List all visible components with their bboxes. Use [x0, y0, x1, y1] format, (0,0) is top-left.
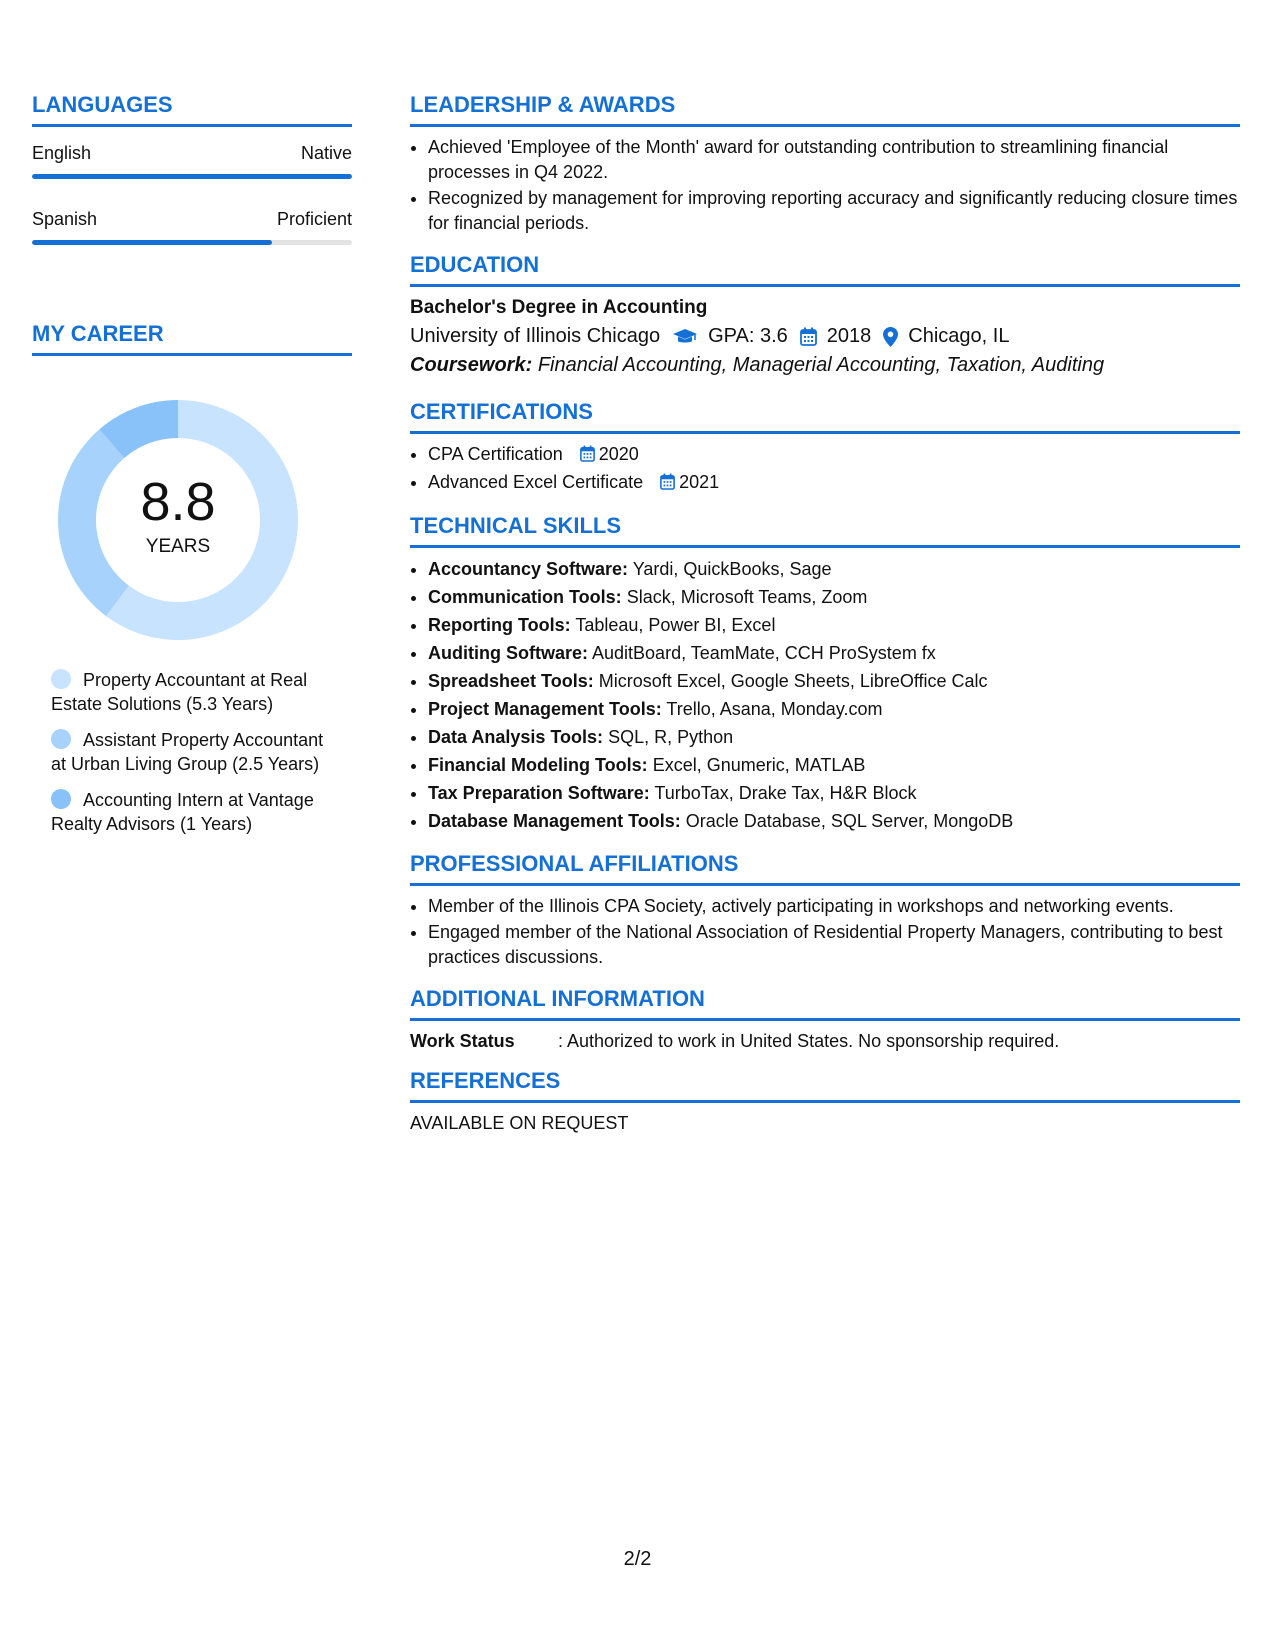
list-item: [428, 668, 1240, 695]
language-bar: [32, 240, 352, 245]
skill-label: Data Analysis Tools:: [428, 727, 604, 747]
coursework-label: Coursework:: [410, 354, 533, 376]
education-details: [410, 325, 1240, 348]
calendar-icon: [660, 472, 675, 497]
skill-label: Tax Preparation Software:: [428, 783, 650, 803]
legend-dot: [51, 789, 71, 809]
skill-label: Project Management Tools:: [428, 699, 662, 719]
legend-dot: [51, 729, 71, 749]
career-title: MY CAREER: [32, 321, 352, 356]
skill-label: Spreadsheet Tools:: [428, 671, 594, 691]
list-item: [428, 470, 1240, 497]
skill-value: Slack, Microsoft Teams, Zoom: [626, 587, 868, 607]
list-item: [428, 808, 1240, 835]
list-item: [428, 442, 1240, 469]
list-item: • Member of the Illinois CPA Society, actively participating in workshops and networking events.: [428, 894, 1240, 919]
education-section: [410, 252, 1240, 377]
location: Chicago, IL: [908, 325, 1010, 347]
language-spanish: [32, 209, 352, 245]
education-title: EDUCATION: [410, 252, 1240, 287]
skill-label: Communication Tools:: [428, 587, 622, 607]
language-name: English: [32, 143, 92, 163]
skill-label: Database Management Tools:: [428, 811, 681, 831]
language-level: Native: [300, 143, 352, 163]
legend-dot: [51, 669, 71, 689]
references-text: AVAILABLE ON REQUEST: [410, 1113, 629, 1133]
skill-label: Financial Modeling Tools:: [428, 755, 648, 775]
list-item: [428, 640, 1240, 667]
career-legend: [51, 668, 341, 836]
page-number: 2/2: [623, 1548, 652, 1570]
legend-item: [51, 728, 341, 776]
affiliations-title: PROFESSIONAL AFFILIATIONS: [410, 851, 1240, 886]
references-section: [410, 1068, 1240, 1134]
legend-label: Property Accountant at Real Estate Solutions (5.3 Years): [51, 670, 308, 714]
skill-value: Trello, Asana, Monday.com: [666, 699, 883, 719]
calendar-icon: [800, 327, 817, 346]
career-total: 8.8: [140, 472, 216, 532]
school-name: University of Illinois Chicago: [410, 325, 661, 347]
skill-value: Excel, Gnumeric, MATLAB: [652, 755, 866, 775]
coursework-list: Financial Accounting, Managerial Accounting, Taxation, Auditing: [537, 354, 1105, 376]
language-bar: [32, 174, 352, 179]
skill-value: Tableau, Power BI, Excel: [575, 615, 776, 635]
list-item: [428, 724, 1240, 751]
cert-year: 2020: [598, 444, 639, 464]
skill-value: AuditBoard, TeamMate, CCH ProSystem fx: [592, 643, 936, 663]
skill-label: Reporting Tools:: [428, 615, 571, 635]
skill-value: Oracle Database, SQL Server, MongoDB: [685, 811, 1014, 831]
career-unit: YEARS: [145, 536, 211, 557]
degree: Bachelor's Degree in Accounting: [410, 297, 708, 318]
cert-year: 2021: [679, 472, 720, 492]
language-english: [32, 143, 352, 179]
skill-value: SQL, R, Python: [608, 727, 734, 747]
career-donut-chart: [58, 400, 298, 640]
references-title: REFERENCES: [410, 1068, 1240, 1103]
affiliations-section: [410, 851, 1240, 970]
additional-section: [410, 986, 1240, 1052]
work-status-label: Work Status: [410, 1031, 515, 1051]
graduation-cap-icon: [672, 328, 698, 346]
skill-value: Microsoft Excel, Google Sheets, LibreOffice Calc: [598, 671, 988, 691]
additional-title: ADDITIONAL INFORMATION: [410, 986, 1240, 1021]
language-name: Spanish: [32, 209, 98, 229]
leadership-title: LEADERSHIP & AWARDS: [410, 92, 1240, 127]
skill-label: Auditing Software:: [428, 643, 588, 663]
language-bar-fill: [32, 240, 272, 245]
cert-name: Advanced Excel Certificate: [428, 472, 644, 492]
map-pin-icon: [883, 327, 898, 347]
legend-item: [51, 788, 341, 836]
list-item: [428, 696, 1240, 723]
right-column: [410, 92, 1240, 1150]
skills-title: TECHNICAL SKILLS: [410, 513, 1240, 548]
graduation-year: 2018: [826, 325, 872, 347]
gpa: GPA: 3.6: [708, 325, 788, 347]
list-item: • Achieved 'Employee of the Month' award for outstanding contribution to streamlining financial processes in Q4 2022.: [428, 135, 1240, 185]
skill-value: Yardi, QuickBooks, Sage: [632, 559, 832, 579]
languages-title: LANGUAGES: [32, 92, 352, 127]
list-item: [428, 556, 1240, 583]
calendar-icon: [580, 444, 595, 469]
skill-label: Accountancy Software:: [428, 559, 629, 579]
cert-name: CPA Certification: [428, 444, 563, 464]
language-bar-fill: [32, 174, 352, 179]
left-column: [32, 92, 352, 848]
certifications-section: [410, 399, 1240, 497]
skills-section: [410, 513, 1240, 835]
legend-label: Assistant Property Accountant at Urban Living Group (2.5 Years): [51, 730, 324, 774]
list-item: [428, 584, 1240, 611]
legend-label: Accounting Intern at Vantage Realty Advisors (1 Years): [51, 790, 314, 834]
list-item: • Engaged member of the National Association of Residential Property Managers, contributing to best practices discussions.: [428, 920, 1240, 970]
list-item: [428, 780, 1240, 807]
list-item: • Recognized by management for improving reporting accuracy and significantly reducing closure times for financial periods.: [428, 186, 1240, 236]
skill-value: TurboTax, Drake Tax, H&R Block: [654, 783, 917, 803]
coursework: [410, 354, 1240, 377]
certifications-title: CERTIFICATIONS: [410, 399, 1240, 434]
language-level: Proficient: [276, 209, 352, 229]
list-item: [428, 612, 1240, 639]
legend-item: [51, 668, 341, 716]
list-item: [428, 752, 1240, 779]
work-status-value: : Authorized to work in United States. No sponsorship required.: [558, 1031, 1060, 1051]
leadership-section: [410, 92, 1240, 236]
